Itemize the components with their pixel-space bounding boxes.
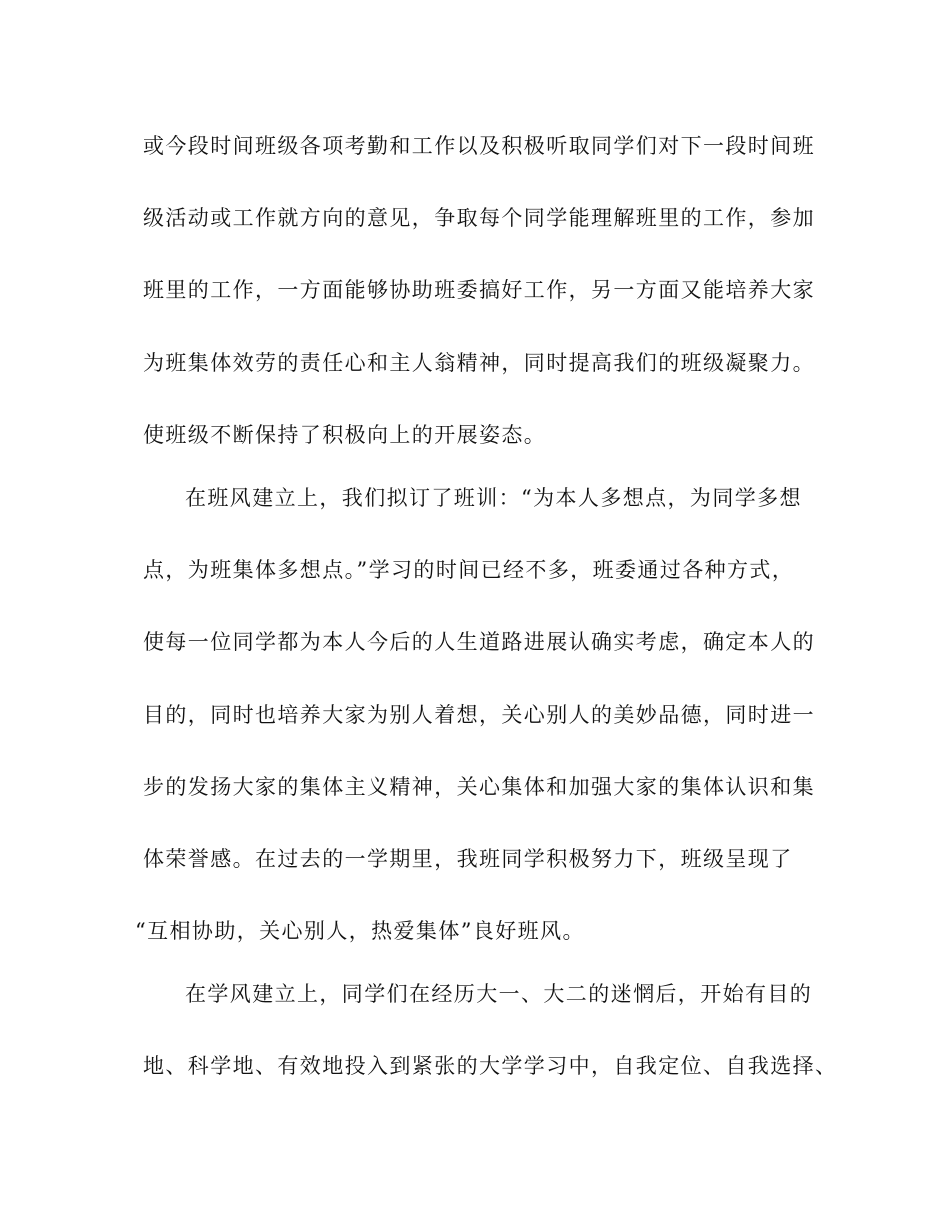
text-line: 为班集体效劳的责任心和主人翁精神，同时提高我们的班级凝聚力。: [143, 351, 815, 375]
text-line: 体荣誉感。在过去的一学期里，我班同学积极努力下，班级呈现了: [143, 847, 793, 871]
text-line: 地、科学地、有效地投入到紧张的大学学习中，自我定位、自我选择、: [143, 1054, 838, 1078]
text-line: 点，为班集体多想点。”学习的时间已经不多，班委通过各种方式，: [143, 558, 795, 582]
text-line: 目的，同时也培养大家为别人着想，关心别人的美妙品德，同时进一: [143, 703, 815, 727]
text-line: 使每一位同学都为本人今后的人生道路进展认确实考虑，确定本人的: [143, 630, 815, 654]
text-line: 或今段时间班级各项考勤和工作以及积极听取同学们对下一段时间班: [143, 134, 815, 158]
paragraph-first-line: 在班风建立上，我们拟订了班训：“为本人多想点，为同学多想: [185, 486, 802, 510]
text-line: 级活动或工作就方向的意见，争取每个同学能理解班里的工作，参加: [143, 206, 815, 230]
text-line: “互相协助，关心别人，热爱集体”良好班风。: [135, 919, 585, 943]
text-line: 步的发扬大家的集体主义精神，关心集体和加强大家的集体认识和集: [143, 775, 815, 799]
text-line: 使班级不断保持了积极向上的开展姿态。: [143, 423, 547, 447]
text-line: 班里的工作，一方面能够协助班委搞好工作，另一方面又能培养大家: [143, 278, 815, 302]
paragraph-first-line: 在学风建立上，同学们在经历大一、大二的迷惘后，开始有目的: [185, 982, 813, 1006]
